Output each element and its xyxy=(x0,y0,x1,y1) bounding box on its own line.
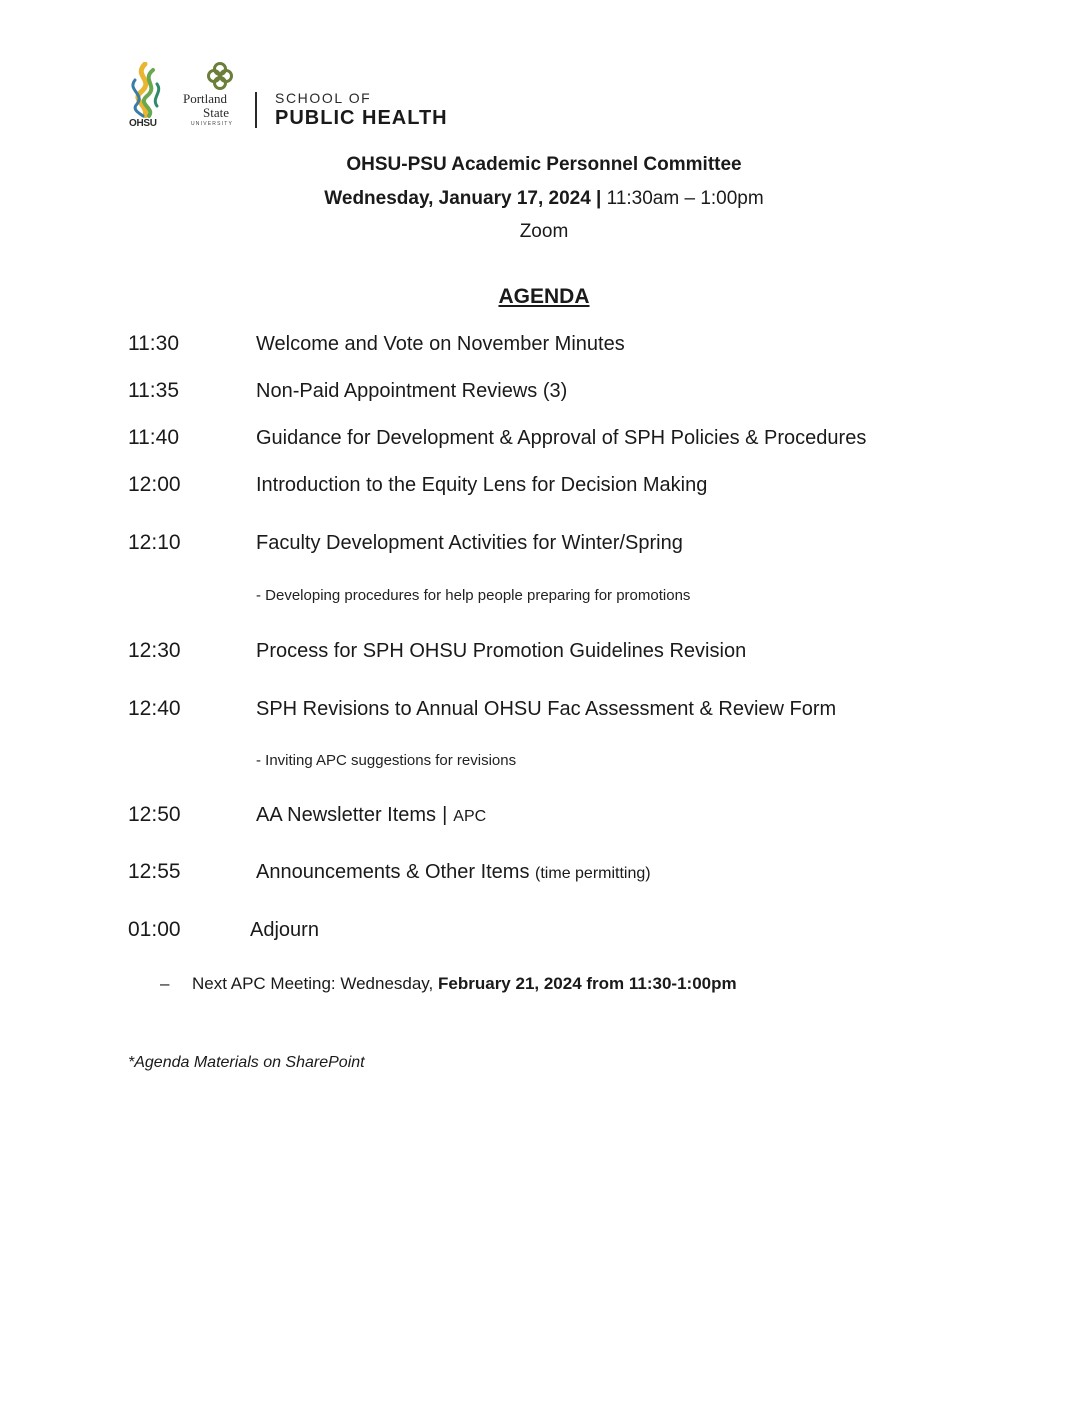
agenda-text: Guidance for Development & Approval of SPH Policies & Procedures xyxy=(256,427,867,449)
agenda-item xyxy=(0,424,1088,454)
sph-line2: PUBLIC HEALTH xyxy=(275,107,448,129)
sph-line1: SCHOOL OF xyxy=(275,90,372,106)
meeting-time: 11:30am – 1:00pm xyxy=(606,188,764,209)
agenda-time: 12:30 xyxy=(128,639,181,662)
agenda-text-wrap xyxy=(256,801,486,831)
ohsu-flame-icon xyxy=(125,62,167,118)
agenda-item xyxy=(0,529,1088,559)
psu-wordmark-line1: Portland xyxy=(183,91,228,106)
agenda-item xyxy=(0,471,1088,501)
agenda-text: AA Newsletter Items xyxy=(256,804,437,826)
bullet-dash: – xyxy=(160,974,170,993)
agenda-extra: APC xyxy=(453,808,487,825)
agenda-time: 11:30 xyxy=(128,332,179,355)
agenda-time: 12:10 xyxy=(128,531,181,554)
agenda-text: Process for SPH OHSU Promotion Guidelines Revision xyxy=(256,640,747,662)
agenda-item xyxy=(0,330,1088,360)
agenda-text: Adjourn xyxy=(250,919,319,941)
agenda-subitem: - Inviting APC suggestions for revisions xyxy=(256,752,517,769)
next-meeting-label: Next APC Meeting: Wednesday, xyxy=(192,974,434,993)
footer-note: *Agenda Materials on SharePoint xyxy=(128,1054,365,1071)
agenda-text: Non-Paid Appointment Reviews (3) xyxy=(256,380,568,402)
meeting-date: Wednesday, January 17, 2024 | xyxy=(324,188,602,209)
ohsu-wordmark: OHSU xyxy=(129,118,157,129)
agenda-separator: | xyxy=(442,804,448,826)
psu-wordmark-line3: UNIVERSITY xyxy=(191,121,234,127)
agenda-time: 01:00 xyxy=(128,918,181,941)
sph-wordmark xyxy=(275,90,448,130)
agenda-text: Welcome and Vote on November Minutes xyxy=(256,333,625,355)
header-logos xyxy=(125,62,448,134)
agenda-item xyxy=(0,801,1088,831)
next-meeting-date: February 21, 2024 from 11:30-1:00pm xyxy=(438,974,737,993)
agenda-subitem: - Developing procedures for help people preparing for promotions xyxy=(256,587,691,604)
agenda-text: Introduction to the Equity Lens for Decision Making xyxy=(256,474,708,496)
agenda-time: 12:40 xyxy=(128,697,181,720)
agenda-text-wrap xyxy=(256,858,651,888)
agenda-time: 12:55 xyxy=(128,860,181,883)
ohsu-logo xyxy=(125,62,167,130)
agenda-item xyxy=(0,637,1088,667)
agenda-item xyxy=(0,858,1088,888)
meeting-date-line xyxy=(0,187,1088,211)
agenda-time: 11:35 xyxy=(128,379,179,402)
committee-title: OHSU-PSU Academic Personnel Committee xyxy=(346,154,742,175)
meeting-location: Zoom xyxy=(519,221,569,242)
logo-divider xyxy=(255,92,257,128)
psu-wordmark-line2: State xyxy=(203,105,229,120)
agenda-item xyxy=(0,916,1088,946)
agenda-time: 12:50 xyxy=(128,803,181,826)
agenda-text: Faculty Development Activities for Winter/Spring xyxy=(256,532,683,554)
agenda-time: 12:00 xyxy=(128,473,181,496)
agenda-item xyxy=(0,377,1088,407)
agenda-time: 11:40 xyxy=(128,426,179,449)
psu-knot-icon xyxy=(207,62,233,90)
agenda-extra: (time permitting) xyxy=(535,865,651,882)
psu-logo xyxy=(183,62,243,130)
agenda-text: Announcements & Other Items xyxy=(256,861,530,883)
next-meeting-line xyxy=(160,972,737,996)
agenda-text: SPH Revisions to Annual OHSU Fac Assessment & Review Form xyxy=(256,698,837,720)
agenda-heading: AGENDA xyxy=(498,285,590,308)
agenda-item xyxy=(0,695,1088,725)
